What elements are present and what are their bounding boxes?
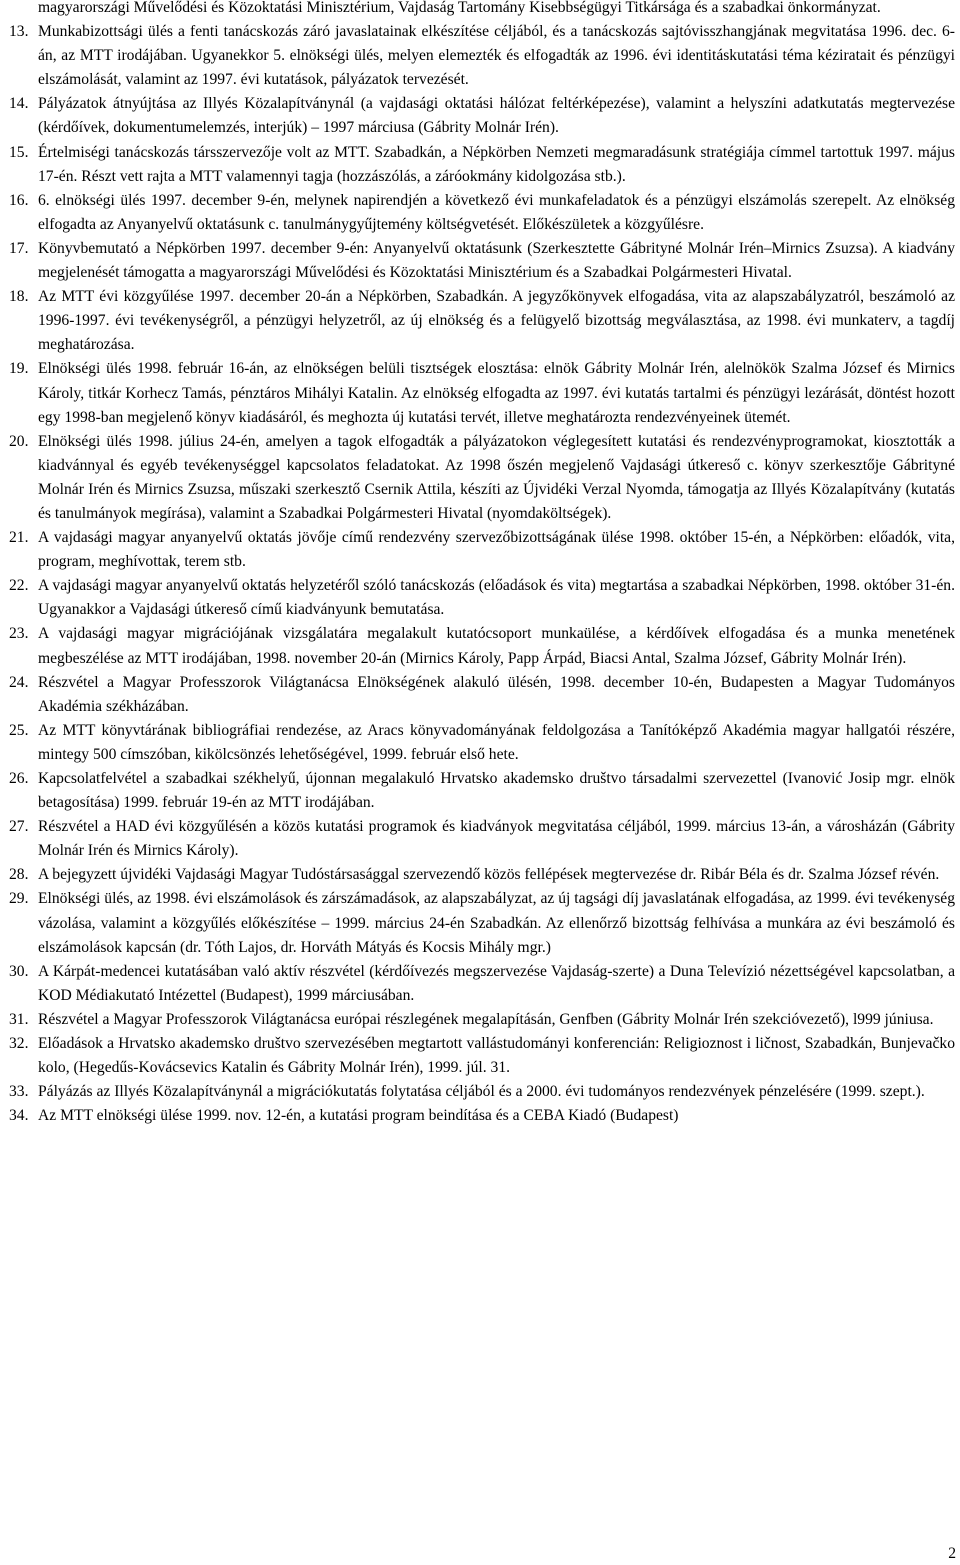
- item-number: 30.: [9, 962, 29, 980]
- item-text: Részvétel a Magyar Professzorok Világtanácsa európai részlegének megalapításán, Genfben (Gábrity Molnár Irén szekcióvezető), l999 júniusa.: [38, 1010, 934, 1028]
- item-number: 21.: [9, 529, 29, 547]
- item-number: 33.: [9, 1083, 29, 1101]
- list-item: [9, 1032, 955, 1080]
- item-text: Részvétel a Magyar Professzorok Világtanácsa Elnökségének alakuló ülésén, 1998. december 10-én, Budapesten a Magyar Tudományos Akadémia székházában.: [38, 673, 955, 715]
- item-text: Pályázatok átnyújtása az Illyés Közalapítványnál (a vajdasági oktatási hálózat feltérképezése), valamint a helyszíni adatkutatás megtervezése (kérdőívek, dokumentumelemzés, interjúk) ‒ 1997 márciusa (Gábrity Molnár Irén).: [38, 95, 955, 137]
- item-text: Részvétel a HAD évi közgyűlésén a közös kutatási programok és kiadványok megvitatása céljából, 1999. március 13-án, a városházán (Gábrity Molnár Irén és Mirnics Károly).: [38, 818, 955, 860]
- numbered-list: [9, 20, 955, 1128]
- list-item: [9, 863, 955, 887]
- item-number: 26.: [9, 770, 29, 787]
- item-number: 32.: [9, 1035, 29, 1053]
- item-text: Előadások a Hrvatsko akademsko društvo szervezésében megtartott vallástudományi konferencián: Religioznost i ličnost, Szabadkán, Bunjevačko kolo, (Hegedűs-Kovácsevics Katalin és Gábrity Molnár Irén), 1999. júl. 31.: [38, 1035, 955, 1077]
- item-number: 29.: [9, 890, 29, 908]
- list-item: [9, 237, 955, 285]
- item-text: Munkabizottsági ülés a fenti tanácskozás záró javaslatainak elkészítése céljából, és a tanácskozás sajtóvisszhangjának megvitatása 1996. dec. 6-án, az MTT irodájában. Ugyanekkor 5. elnökségi ülés, melyen elemezték és elfogadták az 1996. évi identitáskutatási téma kéziratait és pénzügyi elszámolását, valamint az 1997. évi kutatások, pályázatok tervezését.: [38, 23, 955, 89]
- item-text: Pályázás az Illyés Közalapítványnál a migrációkutatás folytatása céljából és a 2000. évi tudományos rendezvények pénzelésére (1999. szept.).: [38, 1083, 925, 1101]
- list-item: [9, 1008, 955, 1032]
- item-number: 28.: [9, 866, 29, 884]
- list-item: [9, 430, 955, 526]
- item-text: Kapcsolatfelvétel a szabadkai székhelyű, újonnan megalakuló Hrvatsko akademsko društvo társadalmi szervezettel (Ivanović Josip mgr. elnök betagosítása) 1999. február 19-én az MTT irodájában.: [38, 770, 955, 812]
- item-number: 18.: [9, 288, 29, 306]
- list-item: [9, 20, 955, 92]
- item-number: 25.: [9, 721, 29, 739]
- item-number: 22.: [9, 577, 29, 595]
- list-item: [9, 189, 955, 237]
- list-item: [9, 815, 955, 863]
- list-item: [9, 887, 955, 959]
- item-number: 14.: [9, 95, 29, 113]
- list-item: [9, 671, 955, 719]
- item-text: 6. elnökségi ülés 1997. december 9-én, melynek napirendjén a következő évi munkafeladatok és a pénzügyi elszámolás szerepelt. Az elnökség elfogadta az Anyanyelvű oktatásunk c. tanulmánygyűjtemény költségvetését. Előkészületek a közgyűlésre.: [38, 191, 955, 233]
- item-text: Értelmiségi tanácskozás társszervezője volt az MTT. Szabadkán, a Népkörben Nemzeti megmaradásunk stratégiája címmel tartottuk 1997. május 17-én. Részt vett rajta a MTT valamennyi tagja (hozzászólás, a záróokmány kidolgozása stb.).: [38, 143, 955, 185]
- page-number: 2: [948, 1545, 956, 1562]
- list-item: [9, 574, 955, 622]
- item-text: Könyvbemutató a Népkörben 1997. december 9-én: Anyanyelvű oktatásunk (Szerkesztette Gábrityné Molnár Irén–Mirnics Zsuzsa). A kiadvány megjelenését támogatta a magyarországi Művelődési és Közoktatási Minisztérium és a Szabadkai Polgármesteri Hivatal.: [38, 239, 955, 282]
- item-text: Elnökségi ülés 1998. február 16-án, az elnökségen belüli tisztségek elosztása: elnök Gábrity Molnár Irén, alelnökök Szalma József és Mirnics Károly, titkár Korhecz Tamás, pénztáros Mihályi Katalin. Az elnökség elfogadta az 1997. évi kutatás tartalmi és pénzügyi lezárását, döntést hozott egy 1998-ban megjelenő könyv kiadásáról, és meghozta új kutatási tervét, illetve meghatározta rendezvényeinek ütemét.: [38, 360, 955, 426]
- item-text: Az MTT elnökségi ülése 1999. nov. 12-én, a kutatási program beindítása és a CEBA Kiadó (Budapest): [38, 1107, 679, 1125]
- item-text: Az MTT könyvtárának bibliográfiai rendezése, az Aracs könyvadományának feldolgozása a Tanítóképző Akadémia magyar hallgatói részére, mintegy 500 címszóban, kikölcsönzés lehetőségével, 1999. február első hete.: [38, 721, 955, 763]
- item-text: A bejegyzett újvidéki Vajdasági Magyar Tudóstársasággal szervezendő közös fellépések megtervezése dr. Ribár Béla és dr. Szalma József révén.: [38, 866, 940, 884]
- list-item: [9, 719, 955, 767]
- item-number: 34.: [9, 1107, 29, 1125]
- item-text: Elnökségi ülés 1998. július 24-én, amelyen a tagok elfogadták a pályázatokon véglegesített kutatási és rendezvényprogramokat, kiosztották a kiadvánnyal és egyéb tevékenységgel kapcsolatos feladatokat. Az 1998 őszén megjelenő Vajdasági útkereső c. könyv szerkesztője Gábrityné Molnár Irén és Mirnics Zsuzsa, műszaki szerkesztő Csernik Attila, készíti az Újvidéki Verzal Nyomda, támogatja az Illyés Közalapítvány (kutatás és tanulmányok megírása), valamint a Szabadkai Polgármesteri Hivatal (nyomdaköltségek).: [38, 432, 955, 522]
- item-text: A vajdasági magyar migrációjának vizsgálatára megalakult kutatócsoport munkaülése, a kérdőívek elfogadása és a munka menetének megbeszélése az MTT irodájában, 1998. november 20-án (Mirnics Károly, Papp Árpád, Biacsi Antal, Szalma József, Gábrity Molnár Irén).: [38, 625, 955, 667]
- list-item: [9, 526, 955, 574]
- list-item: [9, 767, 955, 815]
- item-number: 15.: [9, 143, 29, 161]
- item-text: Az MTT évi közgyűlése 1997. december 20-án a Népkörben, Szabadkán. A jegyzőkönyvek elfogadása, vita az alapszabályzatról, beszámoló az 1996-1997. évi tevékenységről, a pénzügyi helyzetről, az új elnökség és a felügyelő bizottság megválasztása, az 1998. évi munkaterv, a tagdíj meghatározása.: [38, 288, 955, 354]
- item-number: 17.: [9, 239, 29, 257]
- item-number: 27.: [9, 818, 29, 836]
- item-text: A vajdasági magyar anyanyelvű oktatás helyzetéről szóló tanácskozás (előadások és vita) megtartása a szabadkai Népkörben, 1998. október 31-én. Ugyanakkor a Vajdasági útkereső című kiadványunk bemutatása.: [38, 577, 955, 619]
- list-item: [9, 92, 955, 140]
- item-number: 31.: [9, 1010, 29, 1028]
- document-body: [9, 0, 955, 1128]
- item-text: A Kárpát-medencei kutatásában való aktív részvétel (kérdőívezés megszervezése Vajdaság-szerte) a Duna Televízió nézettségével kapcsolatban, a KOD Médiakutató Intézettel (Budapest), 1999 márciusában.: [38, 962, 955, 1004]
- list-item: [9, 141, 955, 189]
- item-number: 24.: [9, 673, 29, 691]
- item-text: A vajdasági magyar anyanyelvű oktatás jövője című rendezvény szervezőbizottságának ülése 1998. október 15-én, a Népkörben: előadók, vita, program, meghívottak, terem stb.: [38, 529, 955, 571]
- list-item: [9, 1080, 955, 1104]
- item-text: Elnökségi ülés, az 1998. évi elszámolások és zárszámadások, az alapszabályzat, az új tagsági díj javaslatának elfogadása, az 1999. évi tevékenység vázolása, valamint a közgyűlés előkészítése ‒ 1999. március 24-én Szabadkán. Az ellenőrző bizottság felhívása a munkára az évi beszámoló és elszámolások kapcsán (dr. Tóth Lajos, dr. Horváth Mátyás és Kocsis Mihály mgr.): [38, 890, 955, 956]
- list-item: [9, 960, 955, 1008]
- list-item: [9, 622, 955, 670]
- item-number: 23.: [9, 625, 29, 643]
- list-item: [9, 357, 955, 429]
- item-number: 16.: [9, 191, 29, 209]
- item-number: 13.: [9, 23, 29, 41]
- continuation-paragraph: magyarországi Művelődési és Közoktatási Minisztérium, Vajdaság Tartomány Kisebbségügyi Titkársága és a szabadkai önkormányzat.: [38, 0, 881, 16]
- list-item: [9, 1104, 955, 1128]
- list-item: [9, 285, 955, 357]
- item-number: 19.: [9, 360, 29, 378]
- item-number: 20.: [9, 432, 29, 450]
